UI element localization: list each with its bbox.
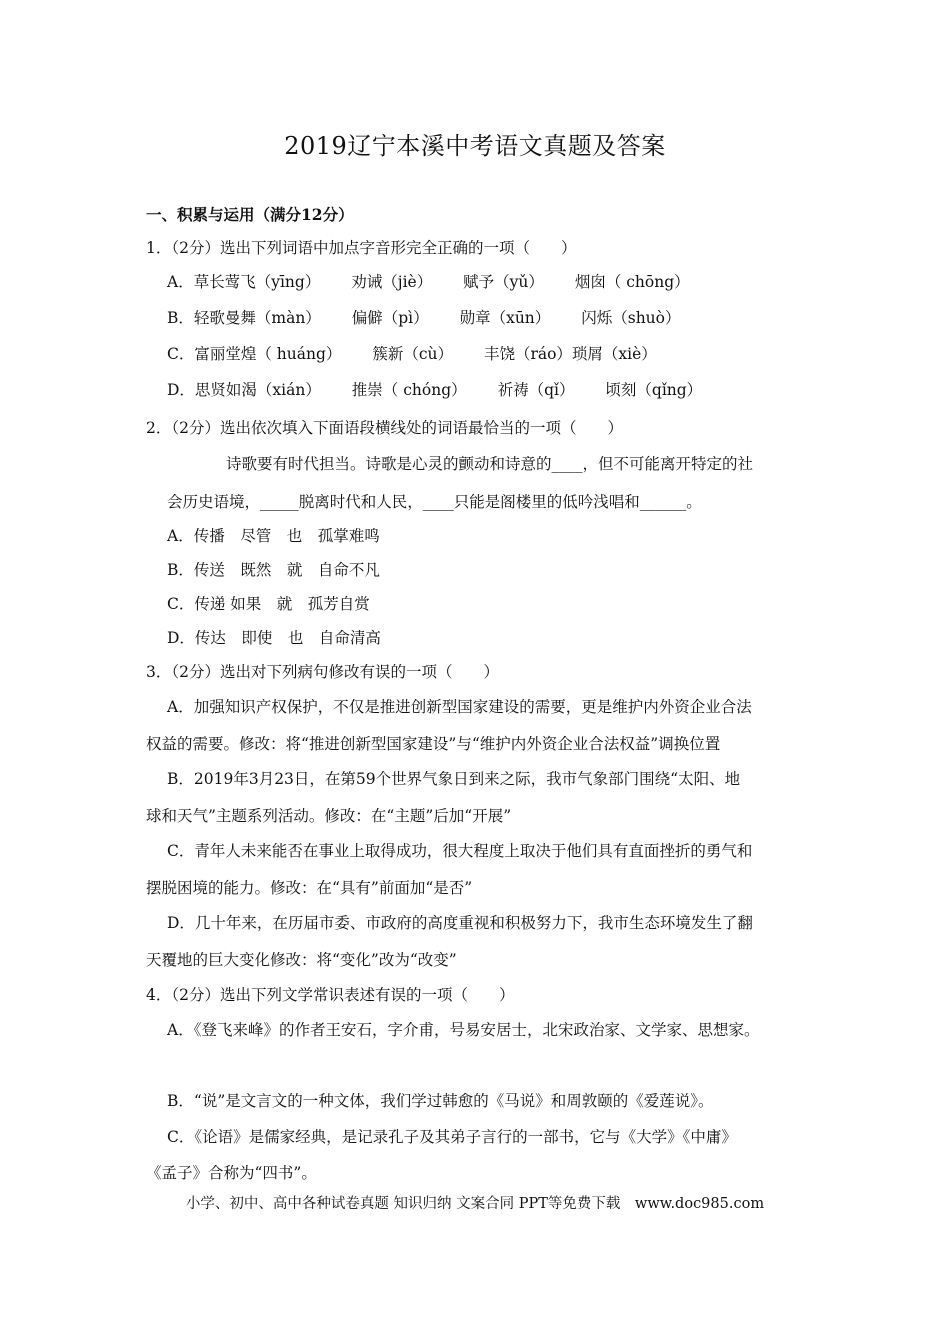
q4-option-c-line2: 《孟子》合称为“四书”。 xyxy=(146,1164,317,1182)
q2-option-d: D．传达 即使 也 自命清高 xyxy=(167,629,381,647)
q4-option-a: A．《登飞来峰》的作者王安石，字介甫，号易安居士，北宋政治家、文学家、思想家。 xyxy=(167,1021,760,1039)
q1-c-1: C．富丽堂煌（ huáng） xyxy=(167,345,342,363)
q2-passage-line2: 会历史语境，_____脱离时代和人民，____只能是阁楼里的低吟浅唱和______。 xyxy=(167,493,702,511)
q3-option-a-line2: 权益的需要。修改：将“推进创新型国家建设”与“维护内外资企业合法权益”调换位置 xyxy=(146,735,721,753)
q1-d-1: D．思贤如渴（xián） xyxy=(167,381,321,399)
q3-option-d-line1: D．几十年来，在历届市委、市政府的高度重视和积极努力下，我市生态环境发生了翻 xyxy=(167,914,753,932)
q1-a-3: 赋予（yǔ） xyxy=(463,273,544,291)
q2-option-b: B．传送 既然 就 自命不凡 xyxy=(167,561,380,579)
q1-option-c xyxy=(167,344,683,364)
q1-stem: 1．（2分）选出下列词语中加点字音形完全正确的一项（ ） xyxy=(146,239,577,257)
q1-a-1: A．草长莺飞（yīng） xyxy=(167,273,321,291)
q3-option-b-line2: 球和天气”主题系列活动。修改：在“主题”后加“开展” xyxy=(146,807,512,825)
page-title: 2019辽宁本溪中考语文真题及答案 xyxy=(284,132,666,160)
q3-option-c-line2: 摆脱困境的能力。修改：在“具有”前面加“是否” xyxy=(146,879,473,897)
q1-c-2: 簇新（cù） xyxy=(372,345,454,363)
q1-option-a xyxy=(167,272,716,292)
q1-b-2: 偏僻（pì） xyxy=(351,309,429,327)
q4-option-b: B．“说”是文言文的一种文体，我们学过韩愈的《马说》和周敦颐的《爱莲说》。 xyxy=(167,1092,714,1110)
q1-b-1: B．轻歌曼舞（màn） xyxy=(167,309,321,327)
q2-option-a: A．传播 尽管 也 孤掌难鸣 xyxy=(167,527,380,545)
q3-stem: 3．（2分）选出对下列病句修改有误的一项（ ） xyxy=(146,663,499,681)
q1-b-3: 勋章（xūn） xyxy=(459,309,551,327)
q3-option-b-line1: B．2019年3月23日，在第59个世界气象日到来之际，我市气象部门围绕“太阳、地 xyxy=(167,770,741,788)
q2-stem: 2．（2分）选出依次填入下面语段横线处的词语最恰当的一项（ ） xyxy=(146,419,623,437)
q1-d-2: 推崇（ chóng） xyxy=(351,381,467,399)
q3-option-a-line1: A．加强知识产权保护，不仅是推进创新型国家建设的需要，更是维护内外资企业合法 xyxy=(167,698,752,716)
q4-stem: 4．（2分）选出下列文学常识表述有误的一项（ ） xyxy=(146,986,515,1004)
q1-b-4: 闪烁（shuò） xyxy=(581,309,681,327)
q1-c-3: 丰饶（ráo）琐屑（xiè） xyxy=(483,345,657,363)
q2-option-c: C．传递 如果 就 孤芳自赏 xyxy=(167,595,370,613)
q1-a-2: 劝诫（jiè） xyxy=(351,273,433,291)
q1-option-d xyxy=(167,380,728,400)
q1-d-4: 顷刻（qǐng） xyxy=(605,381,703,399)
q1-a-4: 烟囱（ chōng） xyxy=(574,273,690,291)
q3-option-c-line1: C．青年人未来能否在事业上取得成功，很大程度上取决于他们具有直面挫折的勇气和 xyxy=(167,842,753,860)
q1-d-3: 祈祷（qǐ） xyxy=(497,381,575,399)
q3-option-d-line2: 天覆地的巨大变化修改：将“变化”改为“改变” xyxy=(146,951,457,969)
q1-option-b xyxy=(167,308,707,328)
page-footer: 小学、初中、高中各种试卷真题 知识归纳 文案合同 PPT等免费下载 www.doc985.com xyxy=(185,1196,765,1212)
section-heading: 一、积累与运用（满分12分） xyxy=(146,205,354,224)
q4-option-c-line1: C．《论语》是儒家经典，是记录孔子及其弟子言行的一部书，它与《大学》《中庸》 xyxy=(167,1128,737,1146)
q2-passage-line1: 诗歌要有时代担当。诗歌是心灵的颤动和诗意的____，但不可能离开特定的社 xyxy=(226,455,754,473)
